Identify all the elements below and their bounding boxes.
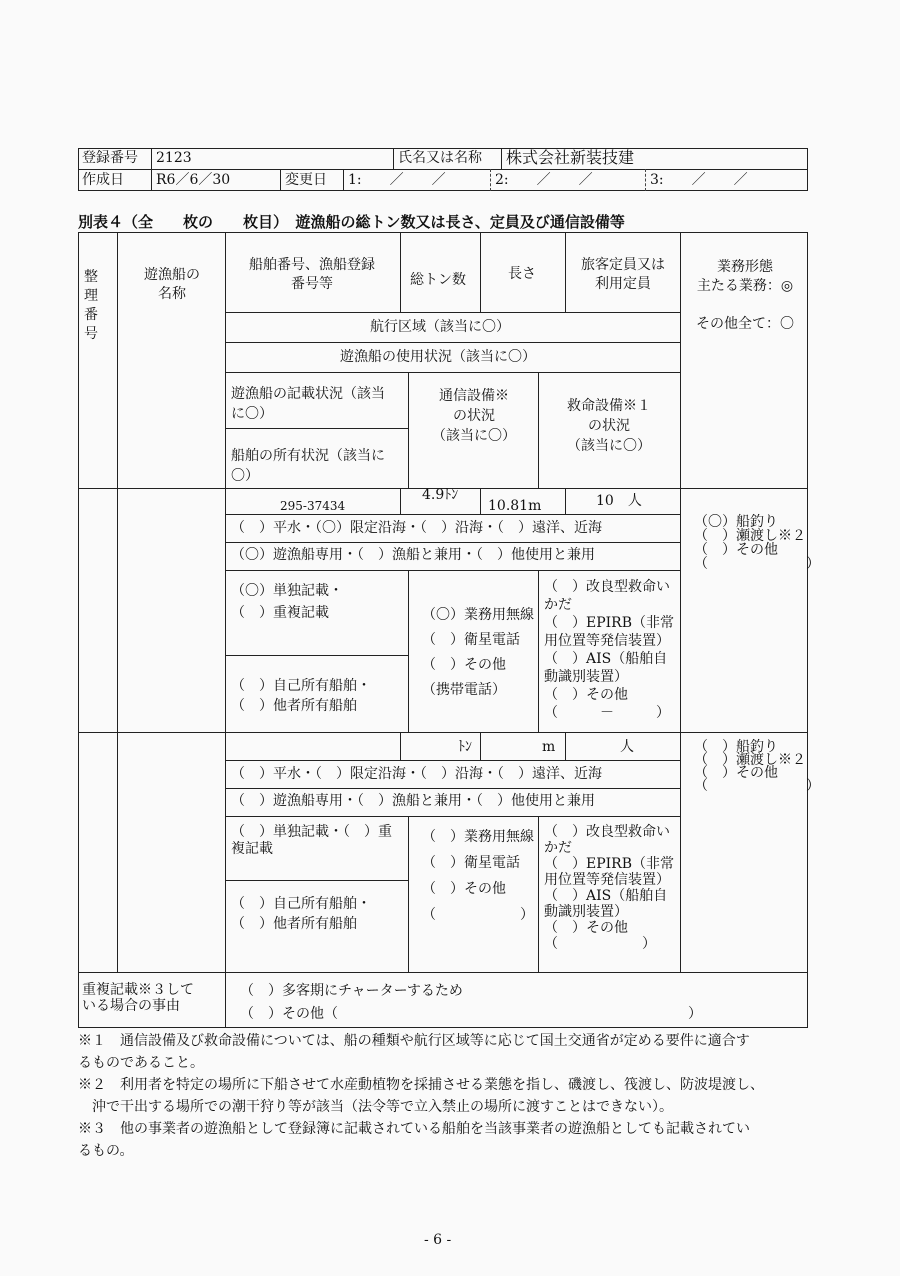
row1-ownership: （ ）自己所有船舶・ （ ）他者所有船舶 [231,678,371,714]
col-no-header: 整 理 番 号 [84,269,98,342]
note-1: ※１ 通信設備及び救命設備については、船の種類や航行区域等に応じて国土交通省が定める要件に適合す るものであること。 [78,1033,750,1071]
change-3: 3: ／ ／ [650,172,748,188]
row1-area: （ ）平水・（〇）限定沿海・（ ）沿海・（ ）遠洋、近海 [231,520,602,536]
row2-area: （ ）平水・（ ）限定沿海・（ ）沿海・（ ）遠洋、近海 [231,766,602,782]
col-length-header: 長さ [508,266,536,282]
dup-option-2: （ ）その他（ ） [240,1006,702,1022]
note-2: ※２ 利用者を特定の場所に下船させて水産動植物を採捕させる業態を指し、磯渡し、筏渡し、防波堤渡し、 沖で干出する場所での潮干狩り等が該当（法令等で立入禁止の場所に渡すことはできない）。 [78,1077,764,1115]
reg-no-label: 登録番号 [82,150,138,166]
row1-safety: （ ）改良型救命い かだ （ ）EPIRB（非常 用位置等発信装置） （ ）AIS（船舶自 動識別装置） （ ）その他 （ － ） [544,579,674,721]
row1-capacity: 10 人 [596,493,642,509]
change-1: 1: ／ ／ [348,172,446,188]
col-tonnage-header: 総トン数 [410,272,466,288]
change-2: 2: ／ ／ [495,172,593,188]
row2-ownership: （ ）自己所有船舶・ （ ）他者所有船舶 [231,896,371,932]
row2-usage: （ ）遊漁船専用・（ ）漁船と兼用・（ ）他使用と兼用 [231,793,595,809]
dup-reason-label: 重複記載※３して いる場合の事由 [82,982,194,1014]
row1-length: 10.81m [488,498,542,514]
row2-safety: （ ）改良型救命い かだ （ ）EPIRB（非常 用位置等発信装置） （ ）AIS（船舶自 動識別装置） （ ）その他 （ ） [544,824,674,952]
row1-business: （〇）船釣り （ ）瀬渡し※２ （ ）その他 （ ） [694,514,820,572]
note-3: ※３ 他の事業者の遊漁船として登録簿に記載されている船舶を当該事業者の遊漁船としても記載されてい るもの。 [78,1121,750,1159]
row2-record: （ ）単独記載・（ ）重 複記載 [231,824,392,857]
row1-tonnage: 4.9ﾄﾝ [422,487,459,503]
dup-option-1: （ ）多客期にチャーターするため [240,983,463,999]
record-status-header: 遊漁船の記載状況（該当 に〇） [231,386,385,422]
safety-header: 救命設備※１ の状況 （該当に〇） [567,398,651,454]
row2-business: （ ）船釣り （ ）瀬渡し※２ （ ）その他 （ ） [694,739,820,794]
reg-no-value: 2123 [156,150,192,166]
col-name-header: 遊漁船の 名称 [144,267,200,302]
changed-label: 変更日 [285,172,327,188]
row1-record: （〇）単独記載・ （ ）重複記載 [231,583,343,621]
row2-length: m [542,739,556,755]
col-reg-header: 船舶番号、漁船登録 番号等 [249,257,375,292]
col-capacity-header: 旅客定員又は 利用定員 [581,257,665,292]
col-business-header: 業務形態 主たる業務：◎ その他全て：〇 [696,259,794,332]
name-value: 株式会社新装技建 [506,148,635,167]
created-label: 作成日 [82,172,124,188]
ownership-header: 船舶の所有状況（該当に 〇） [231,448,385,484]
created-value: R6／6／30 [156,172,231,188]
row1-comm: （〇）業務用無線 （ ）衛星電話 （ ）その他 （携帯電話） [422,607,534,698]
comm-header: 通信設備※ の状況 （該当に〇） [432,388,516,444]
area-header: 航行区域（該当に〇） [370,319,510,335]
row1-reg-value: 295-37434 [280,499,346,513]
name-label: 氏名又は名称 [398,150,482,166]
usage-header: 遊漁船の使用状況（該当に〇） [340,349,536,365]
row1-usage: （〇）遊漁船専用・（ ）漁船と兼用・（ ）他使用と兼用 [231,547,595,563]
page-number: - 6 - [424,1232,452,1248]
page-title: 別表４（全 枚の 枚目） 遊漁船の総トン数又は長さ、定員及び通信設備等 [78,213,625,231]
row2-tonnage: ﾄﾝ [458,739,472,755]
row2-capacity: 人 [620,739,634,755]
row2-comm: （ ）業務用無線 （ ）衛星電話 （ ）その他 （ ） [422,829,534,923]
